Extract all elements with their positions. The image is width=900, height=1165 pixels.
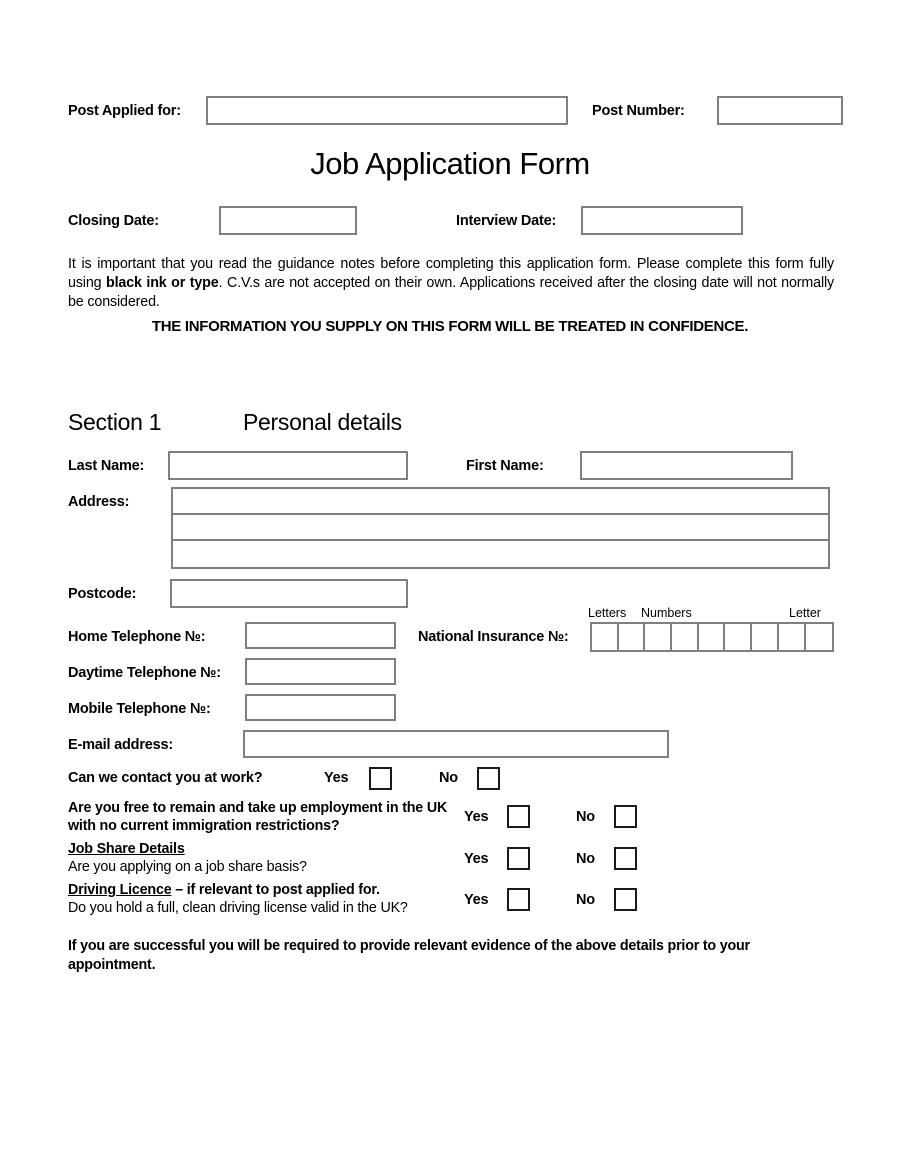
address-line-2-input[interactable] bbox=[173, 515, 828, 541]
right-to-work-no-checkbox[interactable] bbox=[614, 805, 637, 828]
contact-at-work-label: Can we contact you at work? bbox=[68, 770, 263, 786]
confidence-notice: THE INFORMATION YOU SUPPLY ON THIS FORM WILL BE TREATED IN CONFIDENCE. bbox=[151, 318, 749, 335]
mobile-telephone-label: Mobile Telephone №: bbox=[68, 701, 211, 717]
address-label: Address: bbox=[68, 494, 130, 510]
address-line-1-input[interactable] bbox=[173, 489, 828, 515]
national-insurance-label: National Insurance №: bbox=[418, 629, 569, 645]
closing-note: If you are successful you will be required to provide relevant evidence of the above details prior to your appointment. bbox=[68, 938, 750, 973]
home-telephone-label: Home Telephone №: bbox=[68, 629, 206, 645]
right-to-work-yes-checkbox[interactable] bbox=[507, 805, 530, 828]
interview-date-input[interactable] bbox=[581, 206, 743, 235]
closing-date-label: Closing Date: bbox=[68, 213, 159, 229]
job-share-no-checkbox[interactable] bbox=[614, 847, 637, 870]
right-to-work-yes-label: Yes bbox=[464, 809, 489, 825]
job-share-heading: Job Share Details bbox=[68, 841, 185, 857]
daytime-telephone-label: Daytime Telephone №: bbox=[68, 665, 221, 681]
driving-licence-yes-checkbox[interactable] bbox=[507, 888, 530, 911]
job-share-yes-label: Yes bbox=[464, 851, 489, 867]
driving-licence-heading-suffix: – if relevant to post applied for. bbox=[171, 882, 380, 898]
email-label: E-mail address: bbox=[68, 737, 173, 753]
first-name-input[interactable] bbox=[580, 451, 793, 480]
national-insurance-grid bbox=[590, 622, 834, 652]
closing-date-input[interactable] bbox=[219, 206, 357, 235]
ni-cell-2[interactable] bbox=[619, 624, 646, 650]
ni-letter-header: Letter bbox=[789, 606, 821, 620]
instructions-paragraph bbox=[68, 255, 834, 312]
job-share-yes-checkbox[interactable] bbox=[507, 847, 530, 870]
daytime-telephone-input[interactable] bbox=[245, 658, 396, 685]
section-number: Section 1 bbox=[68, 409, 162, 435]
ni-cell-5[interactable] bbox=[699, 624, 726, 650]
job-share-no-label: No bbox=[576, 851, 595, 867]
post-applied-for-label: Post Applied for: bbox=[68, 103, 181, 119]
ni-numbers-header: Numbers bbox=[641, 606, 692, 620]
driving-licence-heading-row bbox=[68, 882, 468, 900]
instructions-text-part1: It is important that you read the guidance notes before completing this application form. Please complete this form fully using bbox=[68, 256, 834, 291]
post-applied-for-input[interactable] bbox=[206, 96, 568, 125]
contact-at-work-yes-checkbox[interactable] bbox=[369, 767, 392, 790]
mobile-telephone-input[interactable] bbox=[245, 694, 396, 721]
postcode-label: Postcode: bbox=[68, 586, 137, 602]
ni-cell-3[interactable] bbox=[645, 624, 672, 650]
ni-cell-4[interactable] bbox=[672, 624, 699, 650]
job-share-line-2: Are you applying on a job share basis? bbox=[68, 858, 307, 875]
right-to-work-line-1: Are you free to remain and take up employment in the UK bbox=[68, 800, 448, 816]
right-to-work-line-2: with no current immigration restrictions? bbox=[68, 817, 340, 834]
ni-cell-1[interactable] bbox=[592, 624, 619, 650]
ni-cell-7[interactable] bbox=[752, 624, 779, 650]
first-name-label: First Name: bbox=[466, 458, 544, 474]
driving-licence-no-label: No bbox=[576, 892, 595, 908]
section-title: Personal details bbox=[243, 409, 402, 435]
post-number-input[interactable] bbox=[717, 96, 843, 125]
postcode-input[interactable] bbox=[170, 579, 408, 608]
right-to-work-no-label: No bbox=[576, 809, 595, 825]
driving-licence-question bbox=[68, 882, 468, 918]
email-input[interactable] bbox=[243, 730, 669, 758]
ni-cell-8[interactable] bbox=[779, 624, 806, 650]
home-telephone-input[interactable] bbox=[245, 622, 396, 649]
driving-licence-line-2: Do you hold a full, clean driving license valid in the UK? bbox=[68, 899, 408, 916]
contact-at-work-yes-label: Yes bbox=[324, 770, 349, 786]
driving-licence-yes-label: Yes bbox=[464, 892, 489, 908]
last-name-label: Last Name: bbox=[68, 458, 145, 474]
contact-at-work-no-label: No bbox=[439, 770, 458, 786]
ni-cell-9[interactable] bbox=[806, 624, 833, 650]
address-line-3-input[interactable] bbox=[173, 541, 828, 567]
ni-letters-header: Letters bbox=[588, 606, 627, 620]
address-input-group bbox=[171, 487, 830, 569]
page-title: Job Application Form bbox=[310, 146, 590, 181]
post-number-label: Post Number: bbox=[592, 103, 685, 119]
last-name-input[interactable] bbox=[168, 451, 408, 480]
right-to-work-question bbox=[68, 800, 458, 836]
contact-at-work-no-checkbox[interactable] bbox=[477, 767, 500, 790]
instructions-text-part2: . C.V.s are not accepted on their own. Applications received after the closing date will not normally be considered. bbox=[68, 274, 835, 310]
driving-licence-no-checkbox[interactable] bbox=[614, 888, 637, 911]
ni-cell-6[interactable] bbox=[725, 624, 752, 650]
instructions-emphasis: black ink or type bbox=[106, 274, 219, 291]
driving-licence-heading: Driving Licence bbox=[68, 882, 172, 898]
job-share-question bbox=[68, 841, 458, 877]
interview-date-label: Interview Date: bbox=[456, 213, 557, 229]
